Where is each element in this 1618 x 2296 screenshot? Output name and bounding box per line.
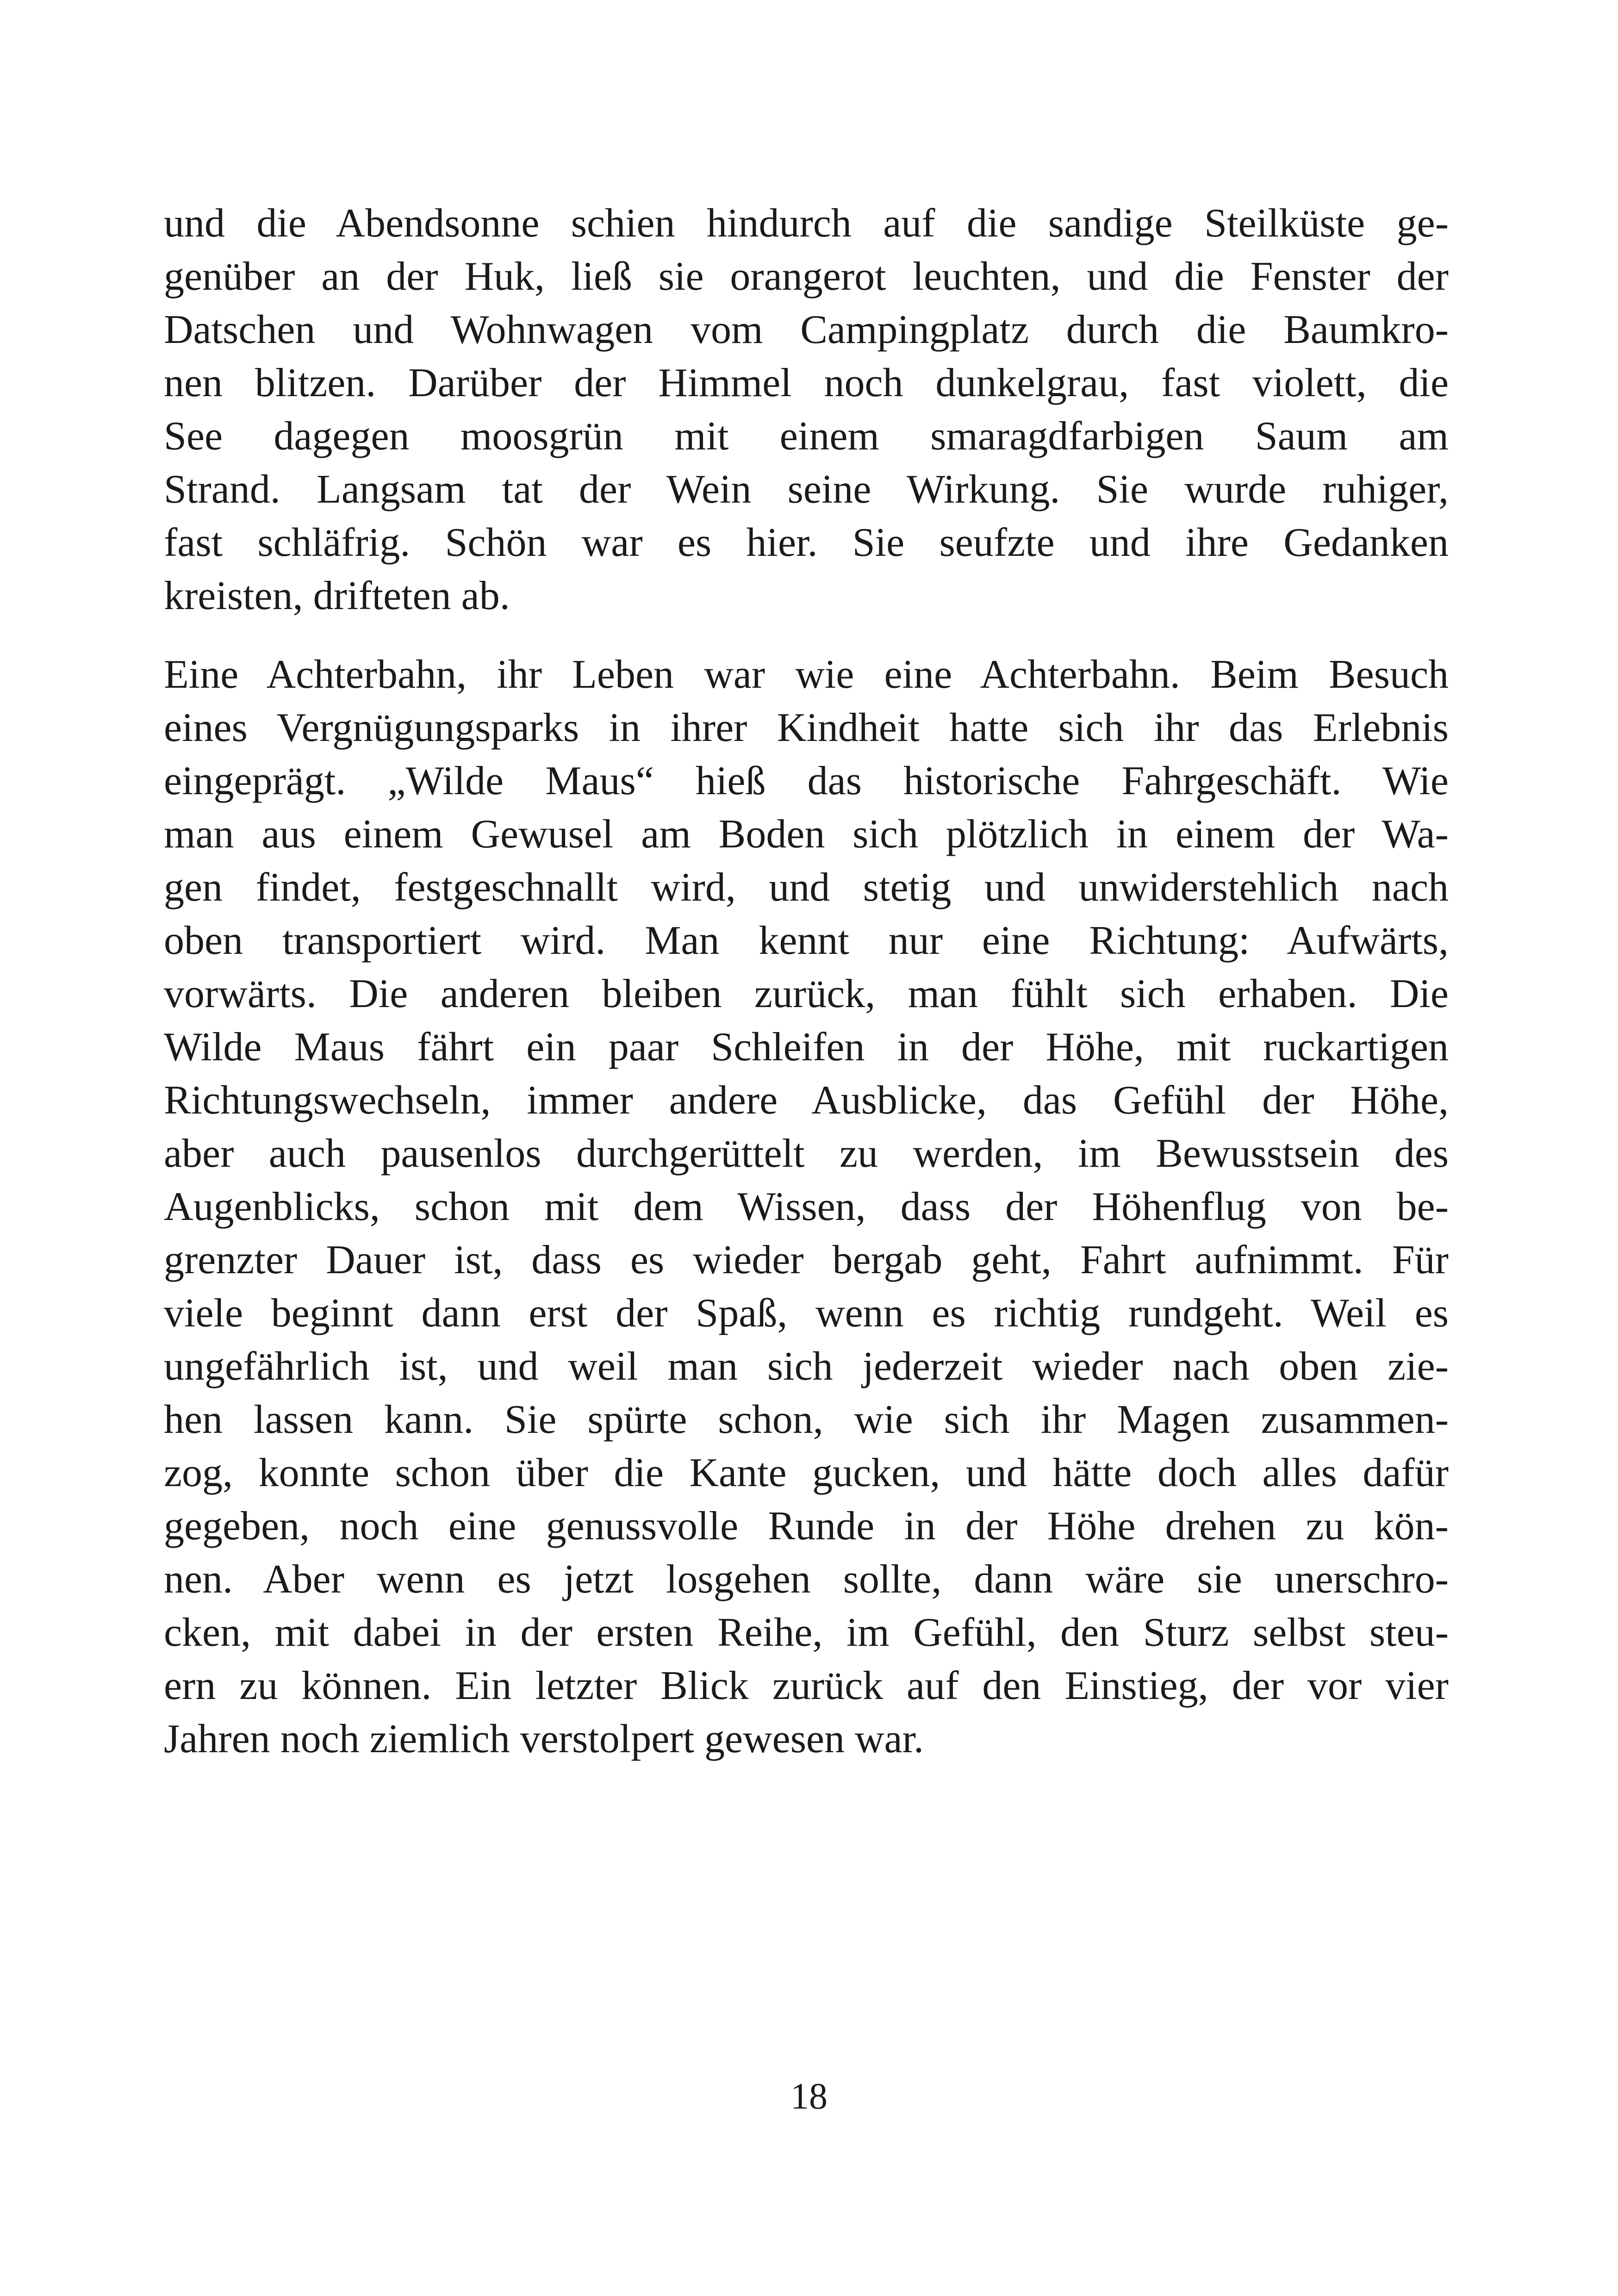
text-line: Wilde Maus fährt ein paar Schleifen in der Höhe, mit ruckartigen <box>164 1025 1449 1070</box>
text-line: fast schläfrig. Schön war es hier. Sie seufzte und ihre Gedanken <box>164 520 1449 565</box>
text-line: grenzter Dauer ist, dass es wieder bergab geht, Fahrt aufnimmt. Für <box>164 1238 1449 1282</box>
text-line: Datschen und Wohnwagen vom Campingplatz durch die Baumkro- <box>164 307 1449 352</box>
text-line: Jahren noch ziemlich verstolpert gewesen war. <box>164 1717 924 1761</box>
text-line: viele beginnt dann erst der Spaß, wenn es richtig rundgeht. Weil es <box>164 1291 1449 1336</box>
text-line: genüber an der Huk, ließ sie orangerot leuchten, und die Fenster der <box>164 254 1449 299</box>
text-line: Eine Achterbahn, ihr Leben war wie eine Achterbahn. Beim Besuch <box>164 652 1449 697</box>
page-number: 18 <box>790 2076 828 2117</box>
text-line: ungefährlich ist, und weil man sich jederzeit wieder nach oben zie- <box>164 1344 1449 1389</box>
text-line: ern zu können. Ein letzter Blick zurück auf den Einstieg, der vor vier <box>164 1663 1449 1708</box>
text-line: gen findet, festgeschnallt wird, und stetig und unwiderstehlich nach <box>164 865 1449 910</box>
text-line: Strand. Langsam tat der Wein seine Wirkung. Sie wurde ruhiger, <box>164 467 1449 512</box>
text-line: hen lassen kann. Sie spürte schon, wie sich ihr Magen zusammen- <box>164 1397 1449 1442</box>
text-line: eines Vergnügungsparks in ihrer Kindheit hatte sich ihr das Erlebnis <box>164 705 1449 750</box>
text-line: man aus einem Gewusel am Boden sich plötzlich in einem der Wa- <box>164 812 1449 857</box>
text-line: kreisten, drifteten ab. <box>164 573 510 618</box>
text-line: Augenblicks, schon mit dem Wissen, dass der Höhenflug von be- <box>164 1184 1449 1229</box>
text-line: eingeprägt. „Wilde Maus“ hieß das historische Fahrgeschäft. Wie <box>164 759 1449 803</box>
text-line: nen blitzen. Darüber der Himmel noch dunkelgrau, fast violett, die <box>164 361 1449 405</box>
text-line: cken, mit dabei in der ersten Reihe, im Gefühl, den Sturz selbst steu- <box>164 1610 1449 1655</box>
text-line: gegeben, noch eine genussvolle Runde in der Höhe drehen zu kön- <box>164 1504 1449 1549</box>
paragraph-1 <box>164 197 1449 622</box>
text-line: vorwärts. Die anderen bleiben zurück, man fühlt sich erhaben. Die <box>164 971 1449 1016</box>
paragraph-2 <box>164 648 1449 1766</box>
text-line: zog, konnte schon über die Kante gucken, und hätte doch alles dafür <box>164 1450 1449 1495</box>
text-line: aber auch pausenlos durchgerüttelt zu werden, im Bewusstsein des <box>164 1131 1449 1176</box>
text-line: Richtungswechseln, immer andere Ausblicke, das Gefühl der Höhe, <box>164 1078 1449 1123</box>
text-line: oben transportiert wird. Man kennt nur eine Richtung: Aufwärts, <box>164 918 1449 963</box>
text-line: und die Abendsonne schien hindurch auf die sandige Steilküste ge- <box>164 201 1449 246</box>
text-line: See dagegen moosgrün mit einem smaragdfarbigen Saum am <box>164 414 1449 459</box>
body-text <box>164 197 1449 1766</box>
text-line: nen. Aber wenn es jetzt losgehen sollte, dann wäre sie unerschro- <box>164 1557 1449 1602</box>
